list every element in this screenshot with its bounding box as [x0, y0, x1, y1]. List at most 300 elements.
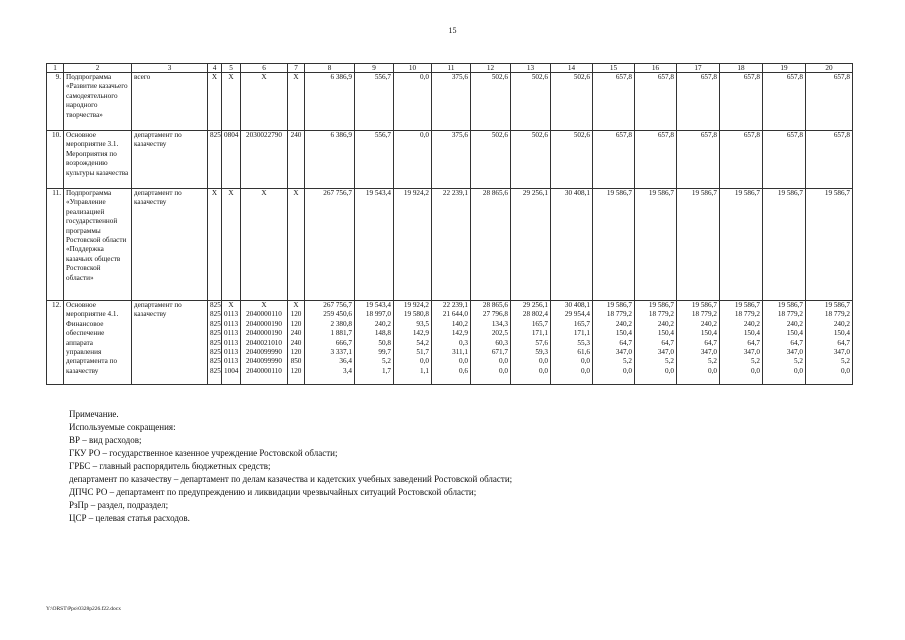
amount-cell [806, 73, 853, 131]
amount-value: 18 997,0 [365, 310, 391, 319]
amount-value: 240,2 [833, 319, 850, 328]
amount-value: 0,0 [841, 366, 850, 375]
amount-value: 19 586,7 [824, 301, 850, 309]
amount-value: 19 924,2 [403, 189, 429, 197]
amount-cell [593, 73, 635, 131]
column-number-cell: 12 [471, 64, 511, 73]
amount-value: 19 586,7 [648, 301, 674, 309]
amount-value: 6 386,9 [330, 73, 352, 81]
amount-value: 140,2 [451, 319, 468, 328]
amount-value: 657,8 [833, 73, 850, 81]
amount-cell [806, 301, 853, 385]
amount-cell [635, 73, 677, 131]
amount-value: 0,0 [665, 366, 674, 375]
note-line: ГРБС – главный распорядитель бюджетных средств; [69, 461, 271, 471]
amount-value: 3 337,1 [330, 348, 352, 357]
row-number: 10. [47, 131, 64, 189]
vr-cell-value: 240 [290, 131, 302, 139]
rzpr-cell-value: 0113 [224, 310, 239, 319]
amount-cell [355, 301, 394, 385]
column-number-cell: 10 [394, 64, 432, 73]
amount-value: 657,8 [833, 131, 850, 139]
amount-value: 5,2 [665, 357, 674, 366]
amount-value: 93,5 [416, 319, 429, 328]
amount-value: 19 586,7 [777, 189, 803, 197]
row-number: 12. [47, 301, 64, 385]
row-number: 11. [47, 189, 64, 301]
amount-cell [593, 189, 635, 301]
amount-cell [635, 189, 677, 301]
column-number-cell: 19 [763, 64, 806, 73]
amount-value: 61,6 [577, 348, 590, 357]
column-number-row [47, 64, 853, 73]
amount-cell [305, 301, 355, 385]
amount-cell [551, 73, 593, 131]
amount-cell [394, 131, 432, 189]
amount-value: 267 756,7 [323, 189, 352, 197]
note-line: ГКУ РО – государственное казенное учреждение Ростовской области; [69, 448, 338, 458]
rzpr-cell [222, 131, 241, 189]
amount-cell [511, 301, 551, 385]
amount-value: 657,8 [743, 131, 760, 139]
csr-cell-value: 2040000190 [246, 319, 282, 328]
amount-value: 0,0 [581, 366, 590, 375]
note-line: ВР – вид расходов; [69, 435, 142, 445]
grbs-cell-value: Х [211, 73, 218, 81]
column-number-cell: 8 [305, 64, 355, 73]
amount-value: 165,7 [531, 319, 548, 328]
column-number-cell: 11 [432, 64, 471, 73]
program-name: Основное мероприятие 4.1. Финансовое обеспечение аппарата управления департамента по казачеству [64, 301, 132, 385]
amount-value: 55,3 [577, 338, 590, 347]
amount-cell [635, 301, 677, 385]
amount-value: 657,8 [657, 73, 674, 81]
amount-value: 150,4 [786, 329, 803, 338]
amount-cell [720, 131, 763, 189]
amount-value: 5,2 [382, 357, 391, 366]
amount-value: 5,2 [841, 357, 850, 366]
amount-value: 2 380,8 [330, 319, 352, 328]
amount-value: 142,9 [412, 329, 429, 338]
grbs-cell-value: 825 [210, 310, 221, 319]
amount-value: 171,1 [573, 329, 590, 338]
column-number-cell: 4 [208, 64, 222, 73]
amount-value: 6 386,9 [330, 131, 352, 139]
rzpr-cell-value: Х [228, 189, 234, 197]
csr-cell [241, 301, 288, 385]
csr-cell-value: 2030022790 [246, 131, 282, 139]
amount-value: 0,0 [539, 357, 548, 366]
amount-cell [763, 73, 806, 131]
amount-value: 1,7 [382, 366, 391, 375]
amount-value: 18 779,2 [734, 310, 760, 319]
amount-value: 0,0 [499, 357, 508, 366]
amount-value: 28 865,6 [482, 189, 508, 197]
amount-cell [305, 73, 355, 131]
amount-value: 0,0 [420, 73, 429, 81]
amount-value: 0,0 [794, 366, 803, 375]
grbs-cell-value: 825 [210, 348, 221, 357]
amount-value: 18 779,2 [824, 310, 850, 319]
amount-cell [432, 301, 471, 385]
note-line: ДПЧС РО – департамент по предупреждению и ликвидации чрезвычайных ситуаций Ростовской области; [69, 487, 477, 497]
amount-value: 19 543,4 [365, 301, 391, 309]
program-name: Подпрограмма «Развитие казачьего самодеятельного народного творчества» [64, 73, 132, 131]
vr-cell [288, 189, 305, 301]
amount-value: 347,0 [615, 348, 632, 357]
amount-cell [394, 189, 432, 301]
amount-value: 347,0 [833, 348, 850, 357]
amount-value: 267 756,7 [323, 301, 352, 309]
amount-value: 0,0 [420, 357, 429, 366]
column-number-cell: 6 [241, 64, 288, 73]
budget-table [46, 63, 853, 385]
amount-cell [471, 301, 511, 385]
amount-value: 259 450,6 [323, 310, 352, 319]
amount-value: 657,8 [786, 73, 803, 81]
grbs-cell-value: Х [211, 189, 218, 197]
amount-cell [471, 189, 511, 301]
amount-value: 347,0 [700, 348, 717, 357]
amount-value: 5,2 [751, 357, 760, 366]
amount-cell [677, 73, 720, 131]
amount-value: 148,8 [374, 329, 391, 338]
vr-cell-value: Х [293, 73, 299, 81]
amount-value: 0,0 [459, 357, 468, 366]
amount-value: 19 586,7 [824, 189, 850, 197]
amount-value: 150,4 [615, 329, 632, 338]
amount-cell [677, 189, 720, 301]
amount-cell [551, 301, 593, 385]
amount-value: 29 256,1 [522, 189, 548, 197]
amount-value: 502,6 [573, 73, 590, 81]
column-number-cell: 9 [355, 64, 394, 73]
amount-value: 657,8 [700, 73, 717, 81]
csr-cell-value: 2040099990 [246, 348, 282, 357]
amount-value: 502,6 [491, 131, 508, 139]
executor-name: департамент по казачеству [132, 301, 208, 385]
table-row [47, 189, 853, 301]
column-number-cell: 20 [806, 64, 853, 73]
amount-value: 19 580,8 [403, 310, 429, 319]
vr-cell-value: 120 [290, 310, 302, 319]
executor-name: департамент по казачеству [132, 131, 208, 189]
column-number-cell: 1 [47, 64, 64, 73]
amount-value: 150,4 [833, 329, 850, 338]
note-line: департамент по казачеству – департамент по делам казачества и кадетских учебных заведений Ростовской области; [69, 474, 513, 484]
amount-cell [763, 301, 806, 385]
amount-value: 18 779,2 [648, 310, 674, 319]
column-number-cell: 5 [222, 64, 241, 73]
rzpr-cell-value: 0113 [224, 329, 239, 338]
amount-value: 502,6 [573, 131, 590, 139]
grbs-cell-value: 825 [210, 357, 221, 366]
column-number-cell: 17 [677, 64, 720, 73]
amount-value: 28 865,6 [482, 301, 508, 309]
amount-cell [635, 131, 677, 189]
amount-value: 19 586,7 [606, 301, 632, 309]
amount-value: 1 881,7 [330, 329, 352, 338]
grbs-cell-value: 825 [210, 301, 221, 309]
amount-cell [806, 189, 853, 301]
column-number-cell: 15 [593, 64, 635, 73]
amount-cell [511, 131, 551, 189]
file-path-footer: Y:\ORST\Ppo\0328p226.f22.docx [46, 606, 121, 612]
note-line: Используемые сокращения: [69, 422, 176, 432]
vr-cell-value: 240 [290, 329, 302, 338]
amount-value: 54,2 [416, 338, 429, 347]
grbs-cell-value: 825 [210, 319, 221, 328]
csr-cell-value: 2040099990 [246, 357, 282, 366]
note-line: РзПр – раздел, подраздел; [69, 500, 169, 510]
amount-value: 556,7 [374, 131, 391, 139]
amount-value: 0,0 [581, 357, 590, 366]
amount-value: 64,7 [704, 338, 717, 347]
amount-value: 29 954,4 [564, 310, 590, 319]
rzpr-cell-value: Х [228, 73, 234, 81]
amount-value: 240,2 [786, 319, 803, 328]
amount-value: 666,7 [335, 338, 352, 347]
csr-cell [241, 189, 288, 301]
amount-value: 27 796,8 [482, 310, 508, 319]
amount-cell [511, 73, 551, 131]
csr-cell [241, 73, 288, 131]
amount-value: 0,0 [539, 366, 548, 375]
amount-cell [677, 131, 720, 189]
rzpr-cell-value: 0113 [224, 357, 239, 366]
amount-cell [394, 73, 432, 131]
grbs-cell-value: 825 [210, 366, 221, 375]
grbs-cell-value: 825 [210, 329, 221, 338]
amount-value: 240,2 [743, 319, 760, 328]
amount-cell [471, 131, 511, 189]
csr-cell-value: 2040000110 [246, 310, 282, 319]
rzpr-cell [222, 189, 241, 301]
amount-value: 0,0 [623, 366, 632, 375]
amount-value: 19 586,7 [648, 189, 674, 197]
amount-value: 1,1 [420, 366, 429, 375]
amount-value: 0,0 [420, 131, 429, 139]
amount-cell [720, 189, 763, 301]
amount-cell [511, 189, 551, 301]
amount-value: 29 256,1 [522, 301, 548, 309]
column-number-cell: 3 [132, 64, 208, 73]
amount-cell [355, 131, 394, 189]
row-number: 9. [47, 73, 64, 131]
vr-cell-value: 120 [290, 319, 302, 328]
rzpr-cell-value: 0113 [224, 319, 239, 328]
amount-value: 18 779,2 [777, 310, 803, 319]
amount-value: 19 924,2 [403, 301, 429, 309]
column-number-cell: 16 [635, 64, 677, 73]
column-number-cell: 18 [720, 64, 763, 73]
amount-value: 657,8 [615, 73, 632, 81]
vr-cell-value: 240 [290, 338, 302, 347]
amount-cell [551, 189, 593, 301]
amount-cell [432, 131, 471, 189]
amount-value: 142,9 [451, 329, 468, 338]
amount-value: 19 543,4 [365, 189, 391, 197]
amount-value: 3,4 [343, 366, 352, 375]
amount-cell [355, 189, 394, 301]
grbs-cell-value: 825 [210, 131, 221, 139]
column-number-cell: 2 [64, 64, 132, 73]
amount-cell [593, 301, 635, 385]
amount-value: 240,2 [374, 319, 391, 328]
column-number-cell: 7 [288, 64, 305, 73]
amount-value: 311,1 [452, 348, 468, 357]
csr-cell-value: 2040000190 [246, 329, 282, 338]
vr-cell-value: 850 [290, 357, 302, 366]
amount-value: 657,8 [743, 73, 760, 81]
amount-value: 134,3 [491, 319, 508, 328]
amount-value: 502,6 [531, 73, 548, 81]
amount-value: 240,2 [615, 319, 632, 328]
amount-value: 657,8 [657, 131, 674, 139]
program-name: Подпрограмма «Управление реализацией государственной программы Ростовской области «Поддержка казачьих обществ Ростовской области» [64, 189, 132, 301]
amount-value: 657,8 [615, 131, 632, 139]
amount-value: 0,6 [459, 366, 468, 375]
amount-value: 19 586,7 [734, 189, 760, 197]
amount-value: 64,7 [790, 338, 803, 347]
amount-cell [763, 131, 806, 189]
csr-cell-value: 2040000110 [246, 366, 282, 375]
amount-cell [432, 73, 471, 131]
notes-section [69, 408, 512, 525]
amount-value: 50,8 [378, 338, 391, 347]
amount-value: 60,3 [495, 338, 508, 347]
rzpr-cell-value: 0113 [224, 338, 239, 347]
amount-value: 51,7 [416, 348, 429, 357]
amount-value: 19 586,7 [691, 189, 717, 197]
grbs-cell [208, 73, 222, 131]
amount-value: 240,2 [700, 319, 717, 328]
executor-name: всего [132, 73, 208, 131]
amount-value: 556,7 [374, 73, 391, 81]
amount-value: 19 586,7 [691, 301, 717, 309]
csr-cell-value: 2040021010 [246, 338, 282, 347]
amount-cell [720, 301, 763, 385]
csr-cell-value: Х [261, 73, 267, 81]
amount-cell [551, 131, 593, 189]
amount-value: 502,6 [531, 131, 548, 139]
amount-value: 36,4 [339, 357, 352, 366]
rzpr-cell [222, 73, 241, 131]
amount-value: 64,7 [747, 338, 760, 347]
column-number-cell: 13 [511, 64, 551, 73]
amount-cell [305, 131, 355, 189]
vr-cell [288, 131, 305, 189]
amount-value: 5,2 [708, 357, 717, 366]
amount-value: 347,0 [743, 348, 760, 357]
amount-value: 0,0 [708, 366, 717, 375]
amount-value: 657,8 [786, 131, 803, 139]
amount-value: 375,6 [451, 73, 468, 81]
amount-cell [471, 73, 511, 131]
amount-value: 18 779,2 [606, 310, 632, 319]
amount-cell [355, 73, 394, 131]
note-line: ЦСР – целевая статья расходов. [69, 513, 190, 523]
grbs-cell [208, 301, 222, 385]
amount-value: 28 802,4 [522, 310, 548, 319]
csr-cell-value: Х [261, 301, 267, 309]
amount-value: 0,3 [459, 338, 468, 347]
amount-cell [806, 131, 853, 189]
amount-value: 64,7 [661, 338, 674, 347]
amount-value: 240,2 [657, 319, 674, 328]
amount-value: 57,6 [535, 338, 548, 347]
amount-value: 150,4 [743, 329, 760, 338]
table-row [47, 301, 853, 385]
grbs-cell [208, 189, 222, 301]
amount-value: 375,6 [451, 131, 468, 139]
amount-value: 165,7 [573, 319, 590, 328]
amount-value: 150,4 [657, 329, 674, 338]
amount-value: 21 644,0 [442, 310, 468, 319]
amount-value: 0,0 [751, 366, 760, 375]
amount-cell [394, 301, 432, 385]
amount-value: 19 586,7 [606, 189, 632, 197]
amount-value: 5,2 [623, 357, 632, 366]
vr-cell-value: 120 [290, 366, 302, 375]
amount-cell [720, 73, 763, 131]
amount-value: 99,7 [378, 348, 391, 357]
vr-cell-value: Х [293, 189, 299, 197]
amount-value: 202,5 [491, 329, 508, 338]
amount-value: 18 779,2 [691, 310, 717, 319]
amount-value: 671,7 [491, 348, 508, 357]
amount-value: 59,3 [535, 348, 548, 357]
amount-value: 22 239,1 [442, 189, 468, 197]
rzpr-cell-value: 0804 [224, 131, 239, 139]
page-number: 15 [448, 26, 457, 35]
amount-cell [305, 189, 355, 301]
csr-cell [241, 131, 288, 189]
amount-value: 64,7 [619, 338, 632, 347]
amount-value: 5,2 [794, 357, 803, 366]
amount-value: 0,0 [499, 366, 508, 375]
grbs-cell [208, 131, 222, 189]
amount-cell [432, 189, 471, 301]
amount-value: 502,6 [491, 73, 508, 81]
table-row [47, 131, 853, 189]
vr-cell [288, 301, 305, 385]
amount-value: 30 408,1 [564, 301, 590, 309]
amount-cell [763, 189, 806, 301]
amount-value: 347,0 [786, 348, 803, 357]
amount-value: 22 239,1 [442, 301, 468, 309]
vr-cell-value: Х [293, 301, 299, 309]
executor-name: департамент по казачеству [132, 189, 208, 301]
csr-cell-value: Х [261, 189, 267, 197]
note-line: Примечание. [69, 409, 119, 419]
column-number-cell: 14 [551, 64, 593, 73]
amount-value: 657,8 [700, 131, 717, 139]
amount-value: 19 586,7 [777, 301, 803, 309]
rzpr-cell [222, 301, 241, 385]
table-row [47, 73, 853, 131]
vr-cell-value: 120 [290, 348, 302, 357]
amount-value: 150,4 [700, 329, 717, 338]
program-name: Основное мероприятие 3.1. Мероприятия по возрождению культуры казачества [64, 131, 132, 189]
amount-cell [593, 131, 635, 189]
amount-cell [677, 301, 720, 385]
amount-value: 19 586,7 [734, 301, 760, 309]
amount-value: 171,1 [531, 329, 548, 338]
vr-cell [288, 73, 305, 131]
grbs-cell-value: 825 [210, 338, 221, 347]
rzpr-cell-value: Х [228, 301, 234, 309]
